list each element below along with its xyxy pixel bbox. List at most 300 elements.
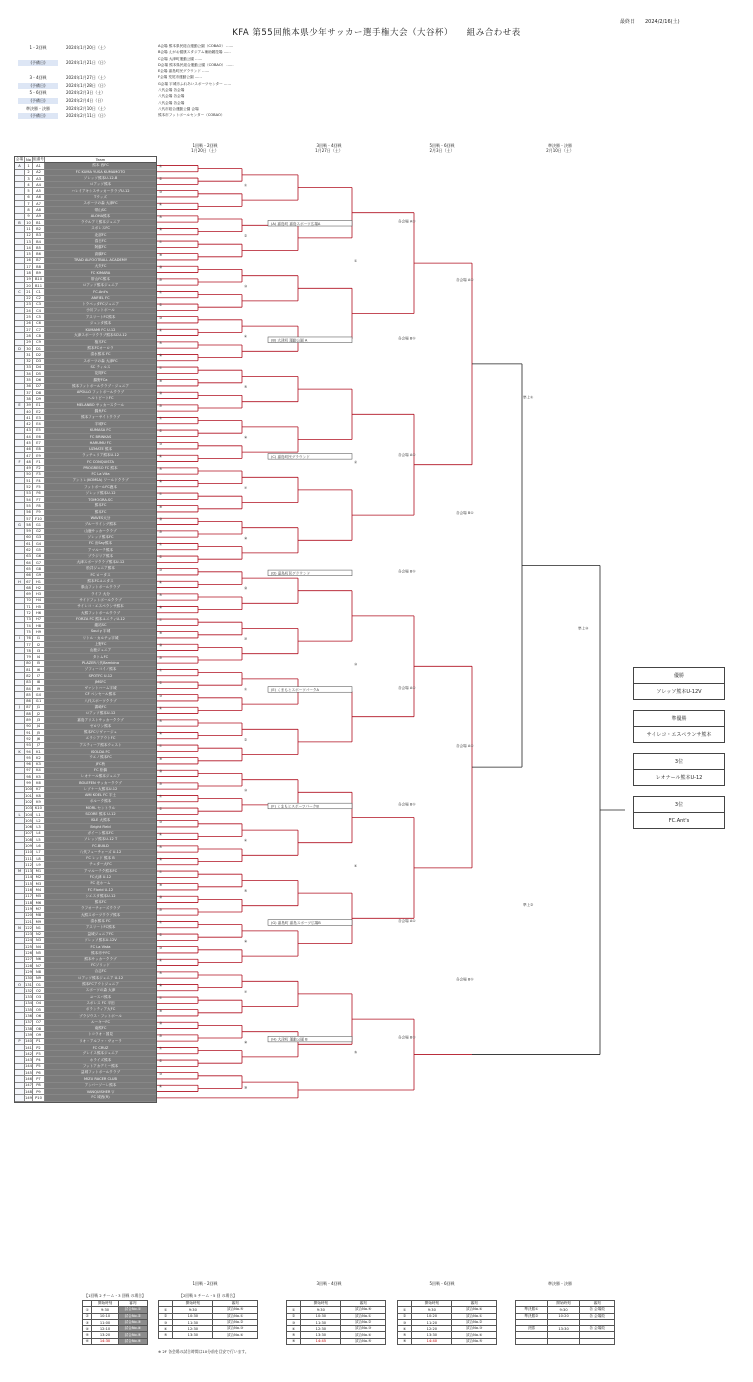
team-number: 108 <box>25 837 32 842</box>
team-number: 144 <box>25 1064 32 1069</box>
team-code: J1 <box>33 705 45 710</box>
match-number: ② <box>159 681 163 686</box>
match-number: ⑩ <box>159 908 163 912</box>
team-number: 38 <box>25 396 33 401</box>
team-number: 96 <box>25 762 33 767</box>
team-number: 81 <box>25 667 33 672</box>
timetable-cell: ⑤ <box>159 1332 173 1338</box>
timetable-cell: 試合No.⑤ <box>118 1332 147 1338</box>
team-code: P1 <box>33 1039 45 1044</box>
team-code: K1 <box>33 749 45 754</box>
schedule-round: (予備日) <box>18 60 58 66</box>
team-number: 77 <box>25 642 33 647</box>
timetable-cell: ② <box>287 1313 301 1319</box>
timetable <box>82 1300 148 1345</box>
team-name: レゾナー大熊本U-12 <box>45 787 156 792</box>
team-code: C8 <box>33 333 45 338</box>
result-caption: 3位 <box>634 754 724 770</box>
team-name: 清水熊本 FC <box>45 919 156 924</box>
timetable-cell: ① <box>287 1307 301 1313</box>
timetable-header-cell: 審判 <box>213 1301 258 1307</box>
team-name: FC KIMARA <box>45 270 156 275</box>
team-code: N5 <box>33 950 45 955</box>
timetable-cell: 12:10 <box>92 1326 118 1332</box>
timetable-cell: 試合No.③ <box>118 1319 147 1325</box>
team-code: C3 <box>33 302 45 307</box>
team-number: 15 <box>25 251 33 256</box>
match-number: ⑩ <box>159 656 163 660</box>
team-name: ブルーウイング熊本 <box>45 522 156 527</box>
team-name: 熊本サッカークラブ <box>45 957 156 962</box>
team-name: ゼロワン熊本 <box>45 724 156 729</box>
team-code: B7 <box>33 258 45 263</box>
match-number: ⑩ <box>159 782 163 786</box>
match-number: ④ <box>244 838 248 843</box>
team-code: H9 <box>33 629 45 634</box>
match-number: ① <box>159 542 163 547</box>
timetable-cell: 試合No.① <box>341 1313 386 1319</box>
team-name: ヘルトビートFC <box>45 396 156 401</box>
team-number: 11 <box>25 226 33 231</box>
team-number: 8 <box>25 207 33 212</box>
team-code: K9 <box>33 799 45 804</box>
team-code: C5 <box>33 314 45 319</box>
team-name: FC 出Say熊本 <box>45 541 156 546</box>
team-code: K6 <box>33 780 45 785</box>
team-code: I3 <box>33 648 45 653</box>
match-number: ② <box>159 555 163 560</box>
match-number: ⑤ <box>159 719 163 723</box>
timetable-cell: 準決勝① <box>516 1307 548 1313</box>
team-number: 24 <box>25 308 33 313</box>
venue-line: 八代会場 各会場 <box>158 100 185 105</box>
team-name: 錦野FCa <box>45 377 156 382</box>
round-title: 5回戦・6回戦 <box>429 143 455 148</box>
round-header <box>284 143 374 153</box>
team-name: リオ・アルファ・ヴォーラ <box>45 1039 156 1044</box>
timetable-cell: 14:40 <box>412 1338 452 1344</box>
team-code: A9 <box>33 214 45 219</box>
team-code: N2 <box>33 932 45 937</box>
team-number: 111 <box>25 856 32 861</box>
team-name: チェター大FC <box>45 862 156 867</box>
team-code: O4 <box>33 1001 45 1006</box>
bottom-round-header: 準決勝・決勝 <box>548 1281 572 1286</box>
team-name: 熊本FC <box>45 503 156 508</box>
schedule-round: (予備日) <box>18 98 58 104</box>
match-number: ⑤ <box>354 1050 358 1055</box>
team-code: P10 <box>33 1095 45 1100</box>
timetable-header-cell: 開始時刻 <box>301 1301 341 1307</box>
team-code: J3 <box>33 717 45 722</box>
match-number: ① <box>244 687 248 692</box>
venue-line: E会場 嘉島町民グラウンド …… <box>158 69 210 74</box>
team-number: 136 <box>25 1014 32 1019</box>
round6-label: 各会場 A① <box>456 744 474 749</box>
match-number: ① <box>159 794 163 799</box>
team-name: FC Florid U-12 <box>45 887 156 892</box>
team-code: I2 <box>33 642 45 647</box>
team-code: K2 <box>33 755 45 760</box>
timetable-header-cell: 開始時刻 <box>412 1301 452 1307</box>
team-number: 67 <box>25 579 33 584</box>
team-name: FC La Vita <box>45 472 156 477</box>
match-number: ⑦ <box>159 366 163 371</box>
team-number: 128 <box>25 963 32 968</box>
team-code: B11 <box>33 283 45 288</box>
team-name: VANQUISHER ▽ <box>45 1089 156 1094</box>
team-number: 37 <box>25 390 33 395</box>
team-name: 熊本FC <box>45 510 156 515</box>
team-name: KUMAMI FC U-12 <box>45 327 156 332</box>
timetable-cell: ⑥ <box>287 1338 301 1344</box>
team-number: 122 <box>25 925 32 930</box>
timetable-cell: 試合No.② <box>118 1313 147 1319</box>
team-code: D6 <box>33 377 45 382</box>
timetable-cell: 試合No.④ <box>118 1326 147 1332</box>
result-caption: 優勝 <box>634 668 724 684</box>
team-code: L3 <box>33 824 45 829</box>
team-name: 帯山FC熊本 <box>45 277 156 282</box>
team-number: 101 <box>25 793 32 798</box>
team-name: FCソリッド <box>45 963 156 968</box>
match-number: ② <box>159 807 163 812</box>
venue-line: 八代市総合運動公園 会場 <box>158 106 199 111</box>
team-name: JFC秋 <box>45 762 156 767</box>
team-code: B5 <box>33 245 45 250</box>
team-name: FC La Vista <box>45 944 156 949</box>
match-number: ③ <box>159 1071 163 1076</box>
team-code: K7 <box>33 787 45 792</box>
team-number: 1 <box>25 163 33 168</box>
team-code: O9 <box>33 1032 45 1037</box>
timetable-cell: ④ <box>287 1326 301 1332</box>
team-name: グレイス熊本ジュニア <box>45 1051 156 1056</box>
match-number: ⑧ <box>159 1008 163 1013</box>
team-code: A8 <box>33 207 45 212</box>
team-number: 33 <box>25 365 33 370</box>
team-number: 16 <box>25 258 33 263</box>
team-code: H4 <box>33 598 45 603</box>
team-code: M4 <box>33 887 45 892</box>
team-name: ロアッソ熊本U-12 <box>45 711 156 716</box>
match-number: ③ <box>159 945 163 950</box>
round5-label: 各会場 A① <box>398 219 416 224</box>
team-number: 72 <box>25 610 33 615</box>
team-code: P4 <box>33 1057 45 1062</box>
result-box <box>633 667 725 700</box>
team-name: FC BRINKAS <box>45 434 156 439</box>
timetable-cell: ② <box>159 1313 173 1319</box>
team-name: 熊本 西FC <box>45 163 156 168</box>
team-name: 大熊スポーツクラブ熊本 <box>45 913 156 918</box>
team-number: 143 <box>25 1058 32 1063</box>
timetable-cell: 13:30 <box>412 1332 452 1338</box>
match-number: ① <box>159 164 163 169</box>
timetable-cell: 試合No.③ <box>452 1326 497 1332</box>
team-name: ルーキーFC <box>45 1020 156 1025</box>
timetable-cell: 10:10 <box>92 1313 118 1319</box>
team-code: I10 <box>33 692 45 697</box>
match-number: ⑩ <box>159 1034 163 1038</box>
match-number: ③ <box>159 441 163 446</box>
match-number: ⑨ <box>159 265 163 270</box>
team-number: 95 <box>25 755 33 760</box>
match-number: ① <box>159 416 163 421</box>
team-code: P9 <box>33 1089 45 1094</box>
team-name: ソレッソ熊本U-12-B <box>45 176 156 181</box>
team-code: J6 <box>33 736 45 741</box>
team-number: 68 <box>25 585 33 590</box>
team-code: D3 <box>33 359 45 364</box>
team-name: ボルーク熊本 <box>45 799 156 804</box>
team-number: 114 <box>25 875 32 880</box>
venue-note: (F) くまもとスポーツパークB <box>271 804 319 809</box>
team-block-cell: P <box>15 1039 25 1044</box>
team-name: AMI KOEL FC 宇土 <box>45 793 156 798</box>
timetable-cell: ③ <box>398 1319 412 1325</box>
round-date: 1月20日（土） <box>191 148 219 153</box>
match-number: ④ <box>159 706 163 711</box>
team-name: 帯山SC <box>45 207 156 212</box>
team-code: H8 <box>33 623 45 628</box>
timetable-cell: ② <box>398 1313 412 1319</box>
match-number: ⑩ <box>159 404 163 408</box>
timetable-cell: ⑤ <box>398 1332 412 1338</box>
team-name: Tウッズ <box>45 195 156 200</box>
timetable-cell: 9:30 <box>412 1307 452 1313</box>
team-name: FC 松橋 <box>45 768 156 773</box>
match-number: ③ <box>159 315 163 320</box>
match-number: ⑥ <box>159 731 163 736</box>
team-block-cell: D <box>15 346 25 351</box>
timetable-cell: 試合No.⑤ <box>341 1338 386 1344</box>
match-number: ⑤ <box>244 889 248 894</box>
venue-line: B会場 えがお健康スタジアム補助競技場 …… <box>158 50 231 55</box>
team-code: E1 <box>33 403 45 408</box>
team-code: P2 <box>33 1045 45 1050</box>
match-number: ⑩ <box>159 278 163 282</box>
round5-label: 各会場 A① <box>398 919 416 924</box>
timetable-cell: 13:30 <box>173 1332 213 1338</box>
match-number: ⑤ <box>244 385 248 390</box>
team-number: 148 <box>25 1089 32 1094</box>
team-code: H2 <box>33 585 45 590</box>
round-date: 1月27日（土） <box>315 148 343 153</box>
team-name: 北部FC <box>45 233 156 238</box>
venue-note: (D) 嘉島町民グラウンド <box>271 571 311 576</box>
timetable-cell: 各 会場敗 <box>580 1326 615 1332</box>
team-code: L8 <box>33 856 45 861</box>
team-name: 錦糸FC <box>45 409 156 414</box>
team-code: B6 <box>33 251 45 256</box>
team-name: 熊本FC <box>45 900 156 905</box>
timetable-cell: 試合No.② <box>341 1319 386 1325</box>
match-number: ⑧ <box>159 252 163 257</box>
timetable-title: 【2回戦 5 チーム・5 回 の場合】 <box>179 1293 237 1298</box>
team-code: G8 <box>33 566 45 571</box>
team-code: E8 <box>33 447 45 452</box>
team-name: 県山フットボールクラブ <box>45 585 156 590</box>
team-number: 49 <box>25 466 33 471</box>
team-name: スポーツの森 大津FC <box>45 359 156 364</box>
timetable-cell: ③ <box>287 1319 301 1325</box>
team-name: ゾフィーコイノ熊本 <box>45 667 156 672</box>
team-number: 56 <box>25 510 33 515</box>
team-number: 43 <box>25 428 33 433</box>
team-code: D8 <box>33 390 45 395</box>
team-code: E2 <box>33 409 45 414</box>
match-number: ⑦ <box>159 618 163 623</box>
timetable-header-cell: 開始時刻 <box>92 1301 118 1307</box>
bottom-round-header: 3回戦・4回戦 <box>316 1281 342 1286</box>
timetable-cell: 9:30 <box>92 1307 118 1313</box>
match-number: ④ <box>159 1084 163 1089</box>
team-code: F2 <box>33 466 45 471</box>
team-name: APOLLO フットボールクラブ <box>45 390 156 395</box>
team-name: TRAD ÁLFOOTBALL ACADEMY <box>45 258 156 263</box>
timetable-cell: 試合No.④ <box>341 1332 386 1338</box>
team-code: M1 <box>33 869 45 874</box>
team-name: リトル・カルチョ宇城 <box>45 636 156 641</box>
match-number: ⑤ <box>159 467 163 471</box>
team-number: 134 <box>25 1001 32 1006</box>
team-number: 125 <box>25 944 32 949</box>
team-code: K8 <box>33 793 45 798</box>
team-name: PLAZER八代Bambina <box>45 661 156 666</box>
team-name: アスリートFC熊本 <box>45 925 156 930</box>
timetable-cell: 12:30 <box>173 1326 213 1332</box>
team-number: 58 <box>25 522 33 527</box>
team-name: スポーツの森 大津 <box>45 988 156 993</box>
venue-note: (H) 大津町 運動公園 B <box>271 1037 308 1042</box>
team-code: G1 <box>33 522 45 527</box>
team-number: 60 <box>25 535 33 540</box>
team-number: 79 <box>25 654 33 659</box>
team-code: O1 <box>33 982 45 987</box>
timetable-cell: 決勝 <box>516 1326 548 1332</box>
team-name: ブラジリア熊本 <box>45 554 156 559</box>
team-name: ジェンタ熊本 <box>45 321 156 326</box>
team-number: 132 <box>25 988 32 993</box>
team-name: スポーツの森 大津FC <box>45 201 156 206</box>
timetable-cell: 各 会場敗 <box>580 1307 615 1313</box>
team-number: 85 <box>25 692 33 697</box>
team-name: スポレスFC <box>45 226 156 231</box>
team-name: WAVES大分 <box>45 516 156 521</box>
bottom-round-header: 5回戦・6回戦 <box>429 1281 455 1286</box>
team-name: MELANBO サッカースクール <box>45 403 156 408</box>
round5-label: 各会場 B① <box>398 802 416 807</box>
team-number: 53 <box>25 491 33 496</box>
team-number: 61 <box>25 541 33 546</box>
team-code: K3 <box>33 762 45 767</box>
team-code: E7 <box>33 440 45 445</box>
team-code: C2 <box>33 296 45 301</box>
team-code: O7 <box>33 1020 45 1025</box>
team-name: 合志FC <box>45 969 156 974</box>
round5-label: 各会場 B① <box>398 1035 416 1040</box>
team-code: L9 <box>33 862 45 867</box>
timetable-cell: 11:30 <box>173 1319 213 1325</box>
team-code: F9 <box>33 510 45 515</box>
team-name: アマルーテク熊本FC <box>45 869 156 874</box>
team-number: 17 <box>25 264 33 269</box>
team-number: 140 <box>25 1039 32 1044</box>
team-code: L1 <box>33 812 45 817</box>
timetable-header-cell: 開始時刻 <box>173 1301 213 1307</box>
team-name: 熊本FCユニタス <box>45 579 156 584</box>
team-number: 5 <box>25 188 33 193</box>
match-number: ⑨ <box>244 586 248 591</box>
team-number: 97 <box>25 768 33 773</box>
team-name: ラウルアミ熊本ジュニア <box>45 220 156 225</box>
match-number: ⑧ <box>159 504 163 509</box>
team-code: B2 <box>33 226 45 231</box>
match-number: ② <box>159 429 163 434</box>
schedule-date: 2024年2月11日（日） <box>66 113 108 119</box>
timetable-cell <box>547 1338 580 1344</box>
timetable-cell: 各 会場敗 <box>580 1313 615 1319</box>
team-name: ブラジウス・フットボール <box>45 1013 156 1018</box>
round5-label: 各会場 A① <box>398 685 416 690</box>
team-code: E4 <box>33 421 45 426</box>
team-number: 64 <box>25 560 33 565</box>
team-name: 大熊フットボールクラブ <box>45 610 156 615</box>
team-code: H6 <box>33 610 45 615</box>
team-name: 熊本フットボールクラブ・ジュニア <box>45 384 156 389</box>
timetable-cell: ① <box>83 1307 92 1313</box>
team-number: 18 <box>25 270 33 275</box>
match-number: ④ <box>159 580 163 585</box>
timetable-cell: 12:30 <box>301 1326 341 1332</box>
team-number: 127 <box>25 957 32 962</box>
schedule-round: 3・4回戦 <box>29 75 47 81</box>
team-name: FC CRUZ <box>45 1045 156 1050</box>
team-block-cell: F <box>15 459 25 464</box>
timetable-cell: ⑥ <box>83 1338 92 1344</box>
team-code: F5 <box>33 484 45 489</box>
timetable-title: 【1回戦 2 チーム・3 回戦 の場合】 <box>84 1293 146 1298</box>
header-date: 最終日 2024/2/16(土) <box>620 19 680 25</box>
team-number: 112 <box>25 862 32 867</box>
venue-line: 熊本市フットボールセンター（COBAO） <box>158 113 225 118</box>
team-number: 3 <box>25 176 33 181</box>
timetable-cell: ① <box>159 1307 173 1313</box>
team-number: 109 <box>25 844 32 848</box>
team-code: J5 <box>33 730 45 735</box>
match-number: ② <box>159 1059 163 1064</box>
team-number: 130 <box>25 976 32 981</box>
team-name: ライフ 大分 <box>45 591 156 596</box>
team-number: 48 <box>25 459 33 464</box>
team-code: H3 <box>33 591 45 596</box>
team-number: 32 <box>25 359 33 364</box>
team-number: 30 <box>25 346 33 351</box>
round-title: 3回戦・4回戦 <box>316 143 342 148</box>
match-number: ⑤ <box>159 215 163 219</box>
team-number: 22 <box>25 296 33 301</box>
team-number: 9 <box>25 214 33 219</box>
team-code: N1 <box>33 925 45 930</box>
team-code: B9 <box>33 270 45 275</box>
header-no: No <box>25 157 33 162</box>
team-name: 熊本FCアウトジュニア <box>45 982 156 987</box>
team-code: G3 <box>33 535 45 540</box>
schedule-round: (予備日) <box>18 113 58 119</box>
team-name: レオナール熊本ジュニア <box>45 774 156 779</box>
timetable-cell: ④ <box>159 1326 173 1332</box>
